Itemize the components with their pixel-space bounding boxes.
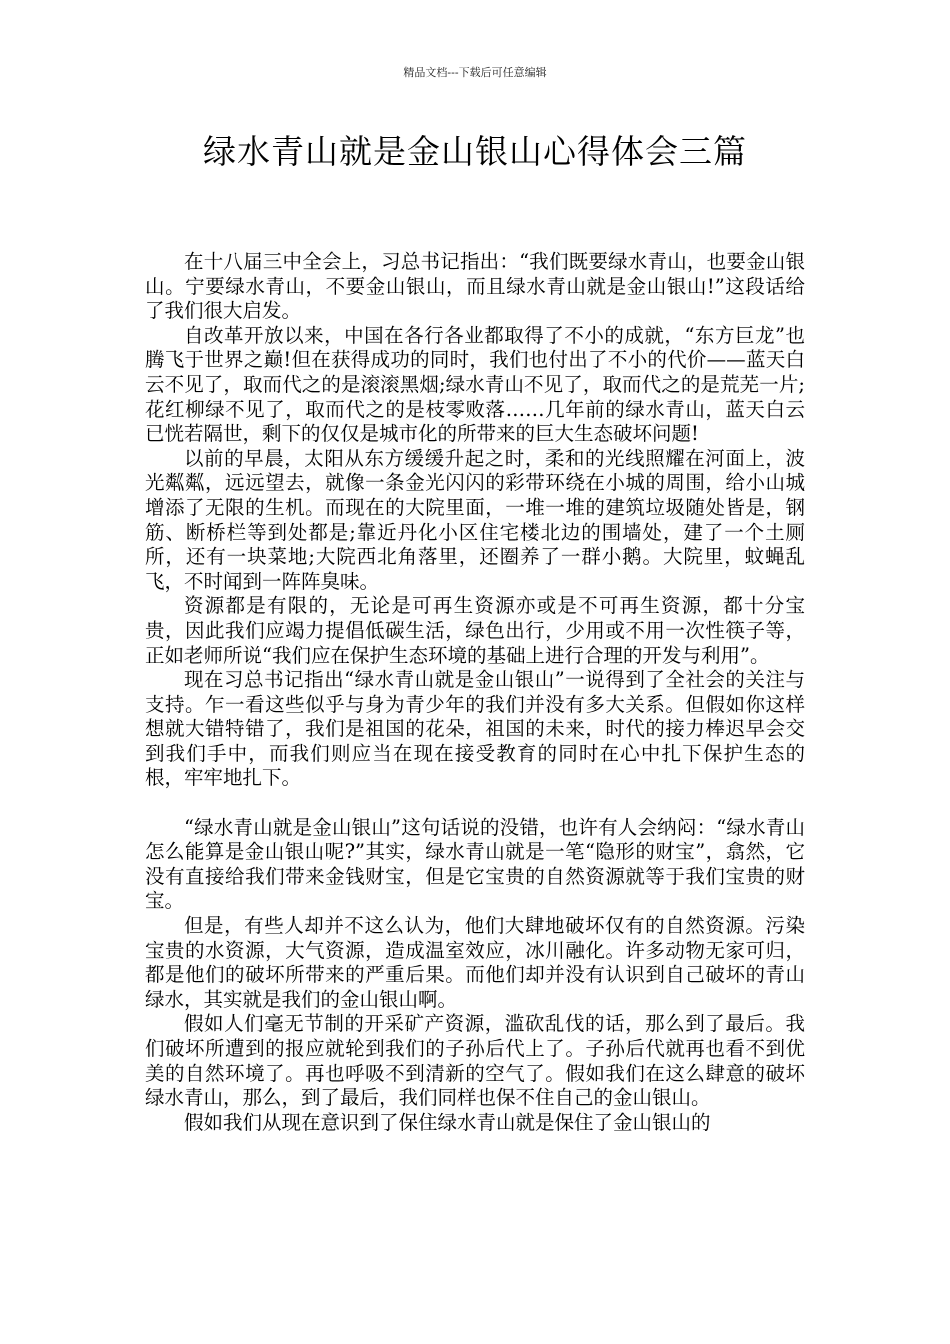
paragraph-3: 以前的早晨，太阳从东方缓缓升起之时，柔和的光线照耀在河面上，波光粼粼，远远望去，就像一条金光闪闪的彩带环绕在小城的周围，给小山城增添了无限的生机。而现在的大院里面，一堆一堆的建筑垃圾随处皆是，钢筋、断桥栏等到处都是;靠近丹化小区住宅楼北边的围墙处，建了一个土厕所，还有一块菜地;大院西北角落里，还圈养了一群小鹅。大院里，蚊蝇乱飞，不时闻到一阵阵臭味。 [145, 446, 805, 593]
paragraph-4: 资源都是有限的，无论是可再生资源亦或是不可再生资源，都十分宝贵，因此我们应竭力提倡低碳生活，绿色出行，少用或不用一次性筷子等，正如老师所说“我们应在保护生态环境的基础上进行合理的开发与利用”。 [145, 594, 805, 667]
paragraph-5: 现在习总书记指出“绿水青山就是金山银山”一说得到了全社会的关注与支持。乍一看这些似乎与身为青少年的我们并没有多大关系。但假如你这样想就大错特错了，我们是祖国的花朵，祖国的未来，时代的接力棒迟早会交到我们手中，而我们则应当在现在接受教育的同时在心中扎下保护生态的根，牢牢地扎下。 [145, 668, 805, 790]
paragraph-2: 自改革开放以来，中国在各行各业都取得了不小的成就，“东方巨龙”也腾飞于世界之巅!但在获得成功的同时，我们也付出了不小的代价——蓝天白云不见了，取而代之的是滚滚黑烟;绿水青山不见了，取而代之的是荒芜一片;花红柳绿不见了，取而代之的是枝零败落……几年前的绿水青山，蓝天白云已恍若隔世，剩下的仅仅是城市化的所带来的巨大生态破坏问题! [145, 323, 805, 446]
paragraph-6: “绿水青山就是金山银山”这句话说的没错，也许有人会纳闷：“绿水青山怎么能算是金山银山呢?”其实，绿水青山就是一笔“隐形的财宝”，翕然，它没有直接给我们带来金钱财宝，但是它宝贵的自然资源就等于我们宝贵的财宝。 [145, 815, 805, 913]
header-note: 精品文档---下载后可任意编辑 [403, 66, 547, 79]
paragraph-1: 在十八届三中全会上，习总书记指出：“我们既要绿水青山，也要金山银山。宁要绿水青山，不要金山银山，而且绿水青山就是金山银山!”这段话给了我们很大启发。 [145, 250, 805, 323]
paragraph-9: 假如我们从现在意识到了保住绿水青山就是保住了金山银山的 [184, 1110, 711, 1134]
paragraph-7: 但是，有些人却并不这么认为，他们大肆地破坏仅有的自然资源。污染宝贵的水资源，大气资源，造成温室效应，冰川融化。许多动物无家可归，都是他们的破坏所带来的严重后果。而他们却并没有认识到自己破坏的青山绿水，其实就是我们的金山银山啊。 [145, 914, 805, 1011]
document-title: 绿水青山就是金山银山心得体会三篇 [203, 132, 747, 171]
paragraph-8: 假如人们毫无节制的开采矿产资源，滥砍乱伐的话，那么到了最后。我们破坏所遭到的报应就轮到我们的子孙后代上了。子孙后代就再也看不到优美的自然环境了。再也呼吸不到清新的空气了。假如我们在这么肆意的破坏绿水青山，那么，到了最后，我们同样也保不住自己的金山银山。 [145, 1012, 805, 1110]
document-body [145, 250, 805, 1135]
